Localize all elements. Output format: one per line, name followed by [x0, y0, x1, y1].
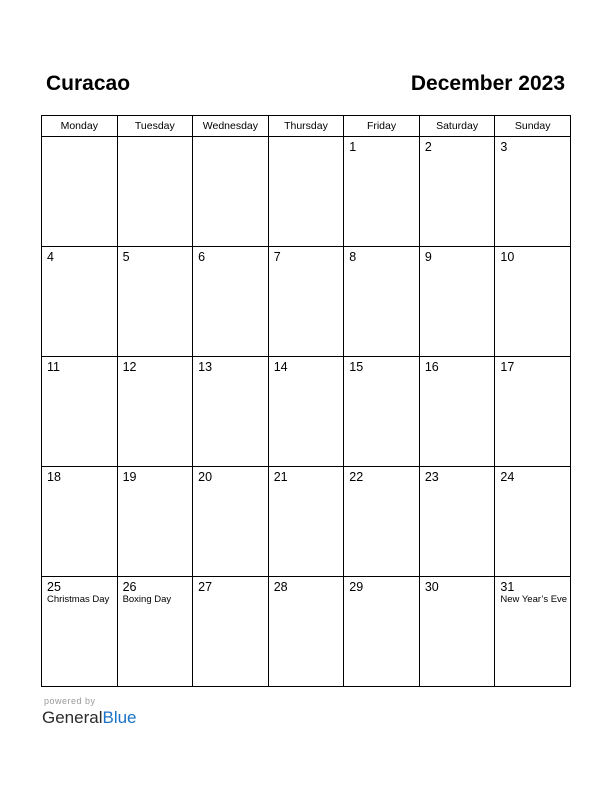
- day-number: 31: [500, 580, 515, 594]
- day-cell: [42, 357, 118, 467]
- day-cell: [193, 137, 269, 247]
- day-number: 25: [47, 580, 61, 594]
- day-number: 15: [349, 360, 364, 374]
- weekday-header-thursday: Thursday: [268, 116, 344, 137]
- day-number: 18: [47, 470, 61, 484]
- day-cell: [419, 137, 495, 247]
- day-cell: [419, 247, 495, 357]
- day-number: 10: [500, 250, 515, 264]
- day-number: 21: [273, 470, 288, 484]
- powered-by-text: powered by: [44, 696, 96, 706]
- day-number: 19: [122, 470, 137, 484]
- day-number: 12: [122, 360, 137, 374]
- brand-name-general: General: [42, 708, 103, 727]
- day-cell: [193, 467, 269, 577]
- day-cell: [268, 137, 344, 247]
- day-cell: [117, 467, 193, 577]
- day-cell: [344, 467, 420, 577]
- weekday-header-friday: Friday: [344, 116, 420, 137]
- day-cell: [268, 467, 344, 577]
- week-row: [42, 137, 571, 247]
- generalblue-logo[interactable]: [42, 707, 137, 729]
- holiday-label: Boxing Day: [122, 594, 172, 605]
- calendar-grid: [41, 115, 571, 687]
- day-number: 27: [198, 580, 213, 594]
- day-number: 16: [424, 360, 439, 374]
- week-row: [42, 357, 571, 467]
- day-number: 1: [349, 140, 357, 154]
- day-number: 30: [424, 580, 439, 594]
- day-cell: [495, 577, 571, 687]
- holiday-label: Christmas Day: [47, 594, 110, 605]
- day-number: 9: [424, 250, 432, 264]
- day-number: 11: [47, 360, 60, 374]
- day-number: [42, 137, 117, 140]
- day-cell: [495, 247, 571, 357]
- day-cell: [193, 577, 269, 687]
- day-cell: [344, 357, 420, 467]
- day-number: 13: [198, 360, 213, 374]
- day-number: 3: [500, 140, 508, 154]
- day-cell: [344, 137, 420, 247]
- day-cell: [268, 357, 344, 467]
- day-number: 6: [198, 250, 206, 264]
- day-cell: [268, 247, 344, 357]
- day-cell: [117, 247, 193, 357]
- day-number: 7: [273, 250, 281, 264]
- weekday-header-tuesday: Tuesday: [117, 116, 193, 137]
- holiday-label: New Year’s Eve: [500, 594, 568, 605]
- day-number: 28: [273, 580, 288, 594]
- day-number: 14: [273, 360, 288, 374]
- day-number: 4: [47, 250, 54, 264]
- day-cell: [42, 137, 118, 247]
- weekday-header-saturday: Saturday: [419, 116, 495, 137]
- day-number: 26: [122, 580, 137, 594]
- brand-name-blue: Blue: [102, 708, 137, 727]
- day-number: 22: [349, 470, 364, 484]
- day-number: [118, 137, 193, 140]
- day-cell: [495, 357, 571, 467]
- day-cell: [495, 467, 571, 577]
- day-number: 24: [500, 470, 515, 484]
- day-number: 8: [349, 250, 357, 264]
- day-number: 20: [198, 470, 213, 484]
- day-cell: [419, 577, 495, 687]
- weekday-header-wednesday: Wednesday: [193, 116, 269, 137]
- day-cell: [495, 137, 571, 247]
- month-title: December 2023: [410, 72, 565, 95]
- weekday-header-sunday: Sunday: [495, 116, 571, 137]
- day-cell: [42, 577, 118, 687]
- day-cell: [193, 247, 269, 357]
- day-number: 17: [500, 360, 515, 374]
- day-cell: [117, 577, 193, 687]
- weekday-header-monday: Monday: [42, 116, 118, 137]
- day-cell: [268, 577, 344, 687]
- day-number: [193, 137, 268, 140]
- day-number: [269, 137, 344, 140]
- day-cell: [193, 357, 269, 467]
- day-cell: [42, 467, 118, 577]
- weekday-header-row: [42, 116, 571, 137]
- week-row: [42, 467, 571, 577]
- day-cell: [344, 247, 420, 357]
- day-number: 29: [349, 580, 364, 594]
- day-number: 2: [424, 140, 432, 154]
- week-row: [42, 577, 571, 687]
- day-cell: [117, 137, 193, 247]
- day-cell: [419, 357, 495, 467]
- day-cell: [42, 247, 118, 357]
- day-number: 5: [122, 250, 130, 264]
- day-number: 23: [424, 470, 439, 484]
- country-title: Curacao: [46, 72, 131, 95]
- week-row: [42, 247, 571, 357]
- day-cell: [419, 467, 495, 577]
- day-cell: [117, 357, 193, 467]
- day-cell: [344, 577, 420, 687]
